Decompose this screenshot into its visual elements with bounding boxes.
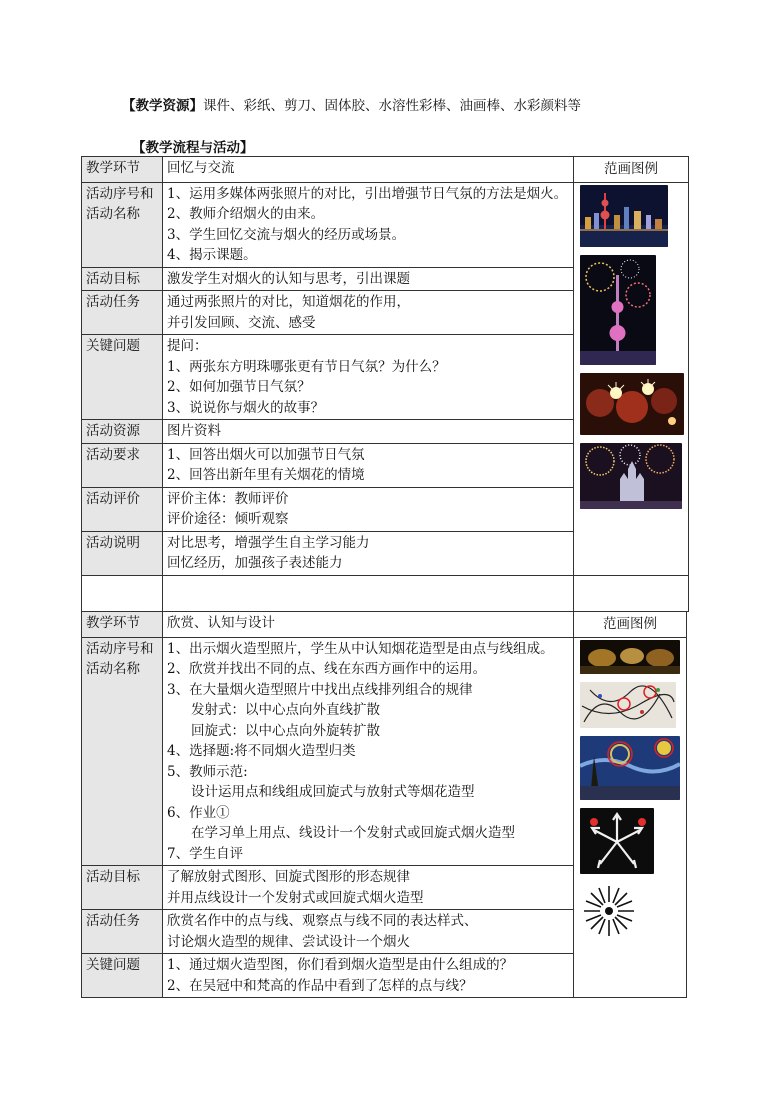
row-label-activity: 活动序号和活动名称 bbox=[82, 182, 163, 267]
row-content-goal: 了解放射式图形、回旋式图形的形态规律 并用点线设计一个发射式或回旋式烟火造型 bbox=[163, 866, 574, 910]
section1-table bbox=[81, 156, 689, 612]
golden-fireworks-photo-image bbox=[580, 640, 680, 674]
row-label-activity: 活动序号和活动名称 bbox=[82, 637, 163, 866]
row-content-key-questions: 提问： 1、两张东方明珠哪张更有节日气氛？为什么？ 2、如何加强节日气氛？ 3、说说你与烟火的故事？ bbox=[163, 335, 574, 420]
row-label-key-questions: 关键问题 bbox=[82, 335, 163, 420]
row-content-activity: 1、出示烟火造型照片，学生从中认知烟花造型是由点与线组成。 2、欣赏并找出不同的点、线在东西方画作中的运用。 3、在大量烟火造型照片中找出点线排列组合的规律 发射式：以中心点向外直线扩散 回旋式：以中心点向外旋转扩散 4、选择题:将不同烟火造型归类 5、教师示范: 设计运用点和线组成回旋式与放射式等烟花造型 6、作业① 在学习单上用点、线设计一个发射式或回旋式烟火造型 7、学生自评 bbox=[163, 637, 574, 866]
section2-table bbox=[81, 611, 687, 998]
images-header: 范画图例 bbox=[574, 157, 689, 183]
row-content-task: 欣赏名作中的点与线、观察点与线不同的表达样式、 讨论烟火造型的规律、尝试设计一个烟火 bbox=[163, 910, 574, 954]
row-content-goal: 激发学生对烟火的认知与思考，引出课题 bbox=[163, 267, 574, 291]
stage-value: 欣赏、认知与设计 bbox=[163, 612, 574, 638]
row-label-goal: 活动目标 bbox=[82, 866, 163, 910]
images-header: 范画图例 bbox=[574, 612, 687, 638]
resources-label: 【教学资源】 bbox=[122, 98, 203, 114]
row-label-evaluation: 活动评价 bbox=[82, 487, 163, 531]
resources-text: 课件、彩纸、剪刀、固体胶、水溶性彩棒、油画棒、水彩颜料等 bbox=[203, 98, 581, 114]
wu-guanzhong-painting-image bbox=[580, 682, 676, 728]
flow-title: 【教学流程与活动】 bbox=[132, 140, 254, 156]
people-with-sparklers-image bbox=[580, 373, 684, 435]
empty-cell bbox=[574, 575, 689, 611]
row-label-key-questions: 关键问题 bbox=[82, 954, 163, 998]
row-label-notes: 活动说明 bbox=[82, 531, 163, 575]
row-content-key-questions: 1、通过烟火造型图，你们看到烟火造型是由什么组成的？ 2、在吴冠中和梵高的作品中看到了怎样的点与线？ bbox=[163, 954, 574, 998]
radial-burst-sketch-image bbox=[580, 882, 638, 940]
oriental-pearl-fireworks-image bbox=[580, 255, 656, 365]
castle-fireworks-image bbox=[580, 443, 682, 509]
row-label-goal: 活动目标 bbox=[82, 267, 163, 291]
section1-images bbox=[574, 182, 689, 575]
stage-label: 教学环节 bbox=[82, 157, 163, 183]
firework-line-drawing-image bbox=[580, 808, 654, 874]
stage-value: 回忆与交流 bbox=[163, 157, 574, 183]
stage-label: 教学环节 bbox=[82, 612, 163, 638]
row-label-resources: 活动资源 bbox=[82, 420, 163, 444]
shanghai-night-skyline-image bbox=[580, 185, 668, 247]
row-content-task: 通过两张照片的对比，知道烟花的作用， 并引发回顾、交流、感受 bbox=[163, 291, 574, 335]
row-content-evaluation: 评价主体：教师评价 评价途径：倾听观察 bbox=[163, 487, 574, 531]
row-content-resources: 图片资料 bbox=[163, 420, 574, 444]
row-content-notes: 对比思考，增强学生自主学习能力 回忆经历，加强孩子表述能力 bbox=[163, 531, 574, 575]
row-content-activity: 1、运用多媒体两张照片的对比，引出增强节日气氛的方法是烟火。 2、教师介绍烟火的由来。 3、学生回忆交流与烟火的经历或场景。 4、揭示课题。 bbox=[163, 182, 574, 267]
row-label-requirements: 活动要求 bbox=[82, 443, 163, 487]
row-label-task: 活动任务 bbox=[82, 910, 163, 954]
empty-cell bbox=[82, 575, 163, 611]
empty-cell bbox=[163, 575, 574, 611]
row-label-task: 活动任务 bbox=[82, 291, 163, 335]
teaching-resources bbox=[122, 94, 742, 114]
row-content-requirements: 1、回答出烟火可以加强节日气氛 2、回答出新年里有关烟花的情境 bbox=[163, 443, 574, 487]
starry-night-painting-image bbox=[580, 736, 680, 800]
section2-images bbox=[574, 637, 687, 998]
